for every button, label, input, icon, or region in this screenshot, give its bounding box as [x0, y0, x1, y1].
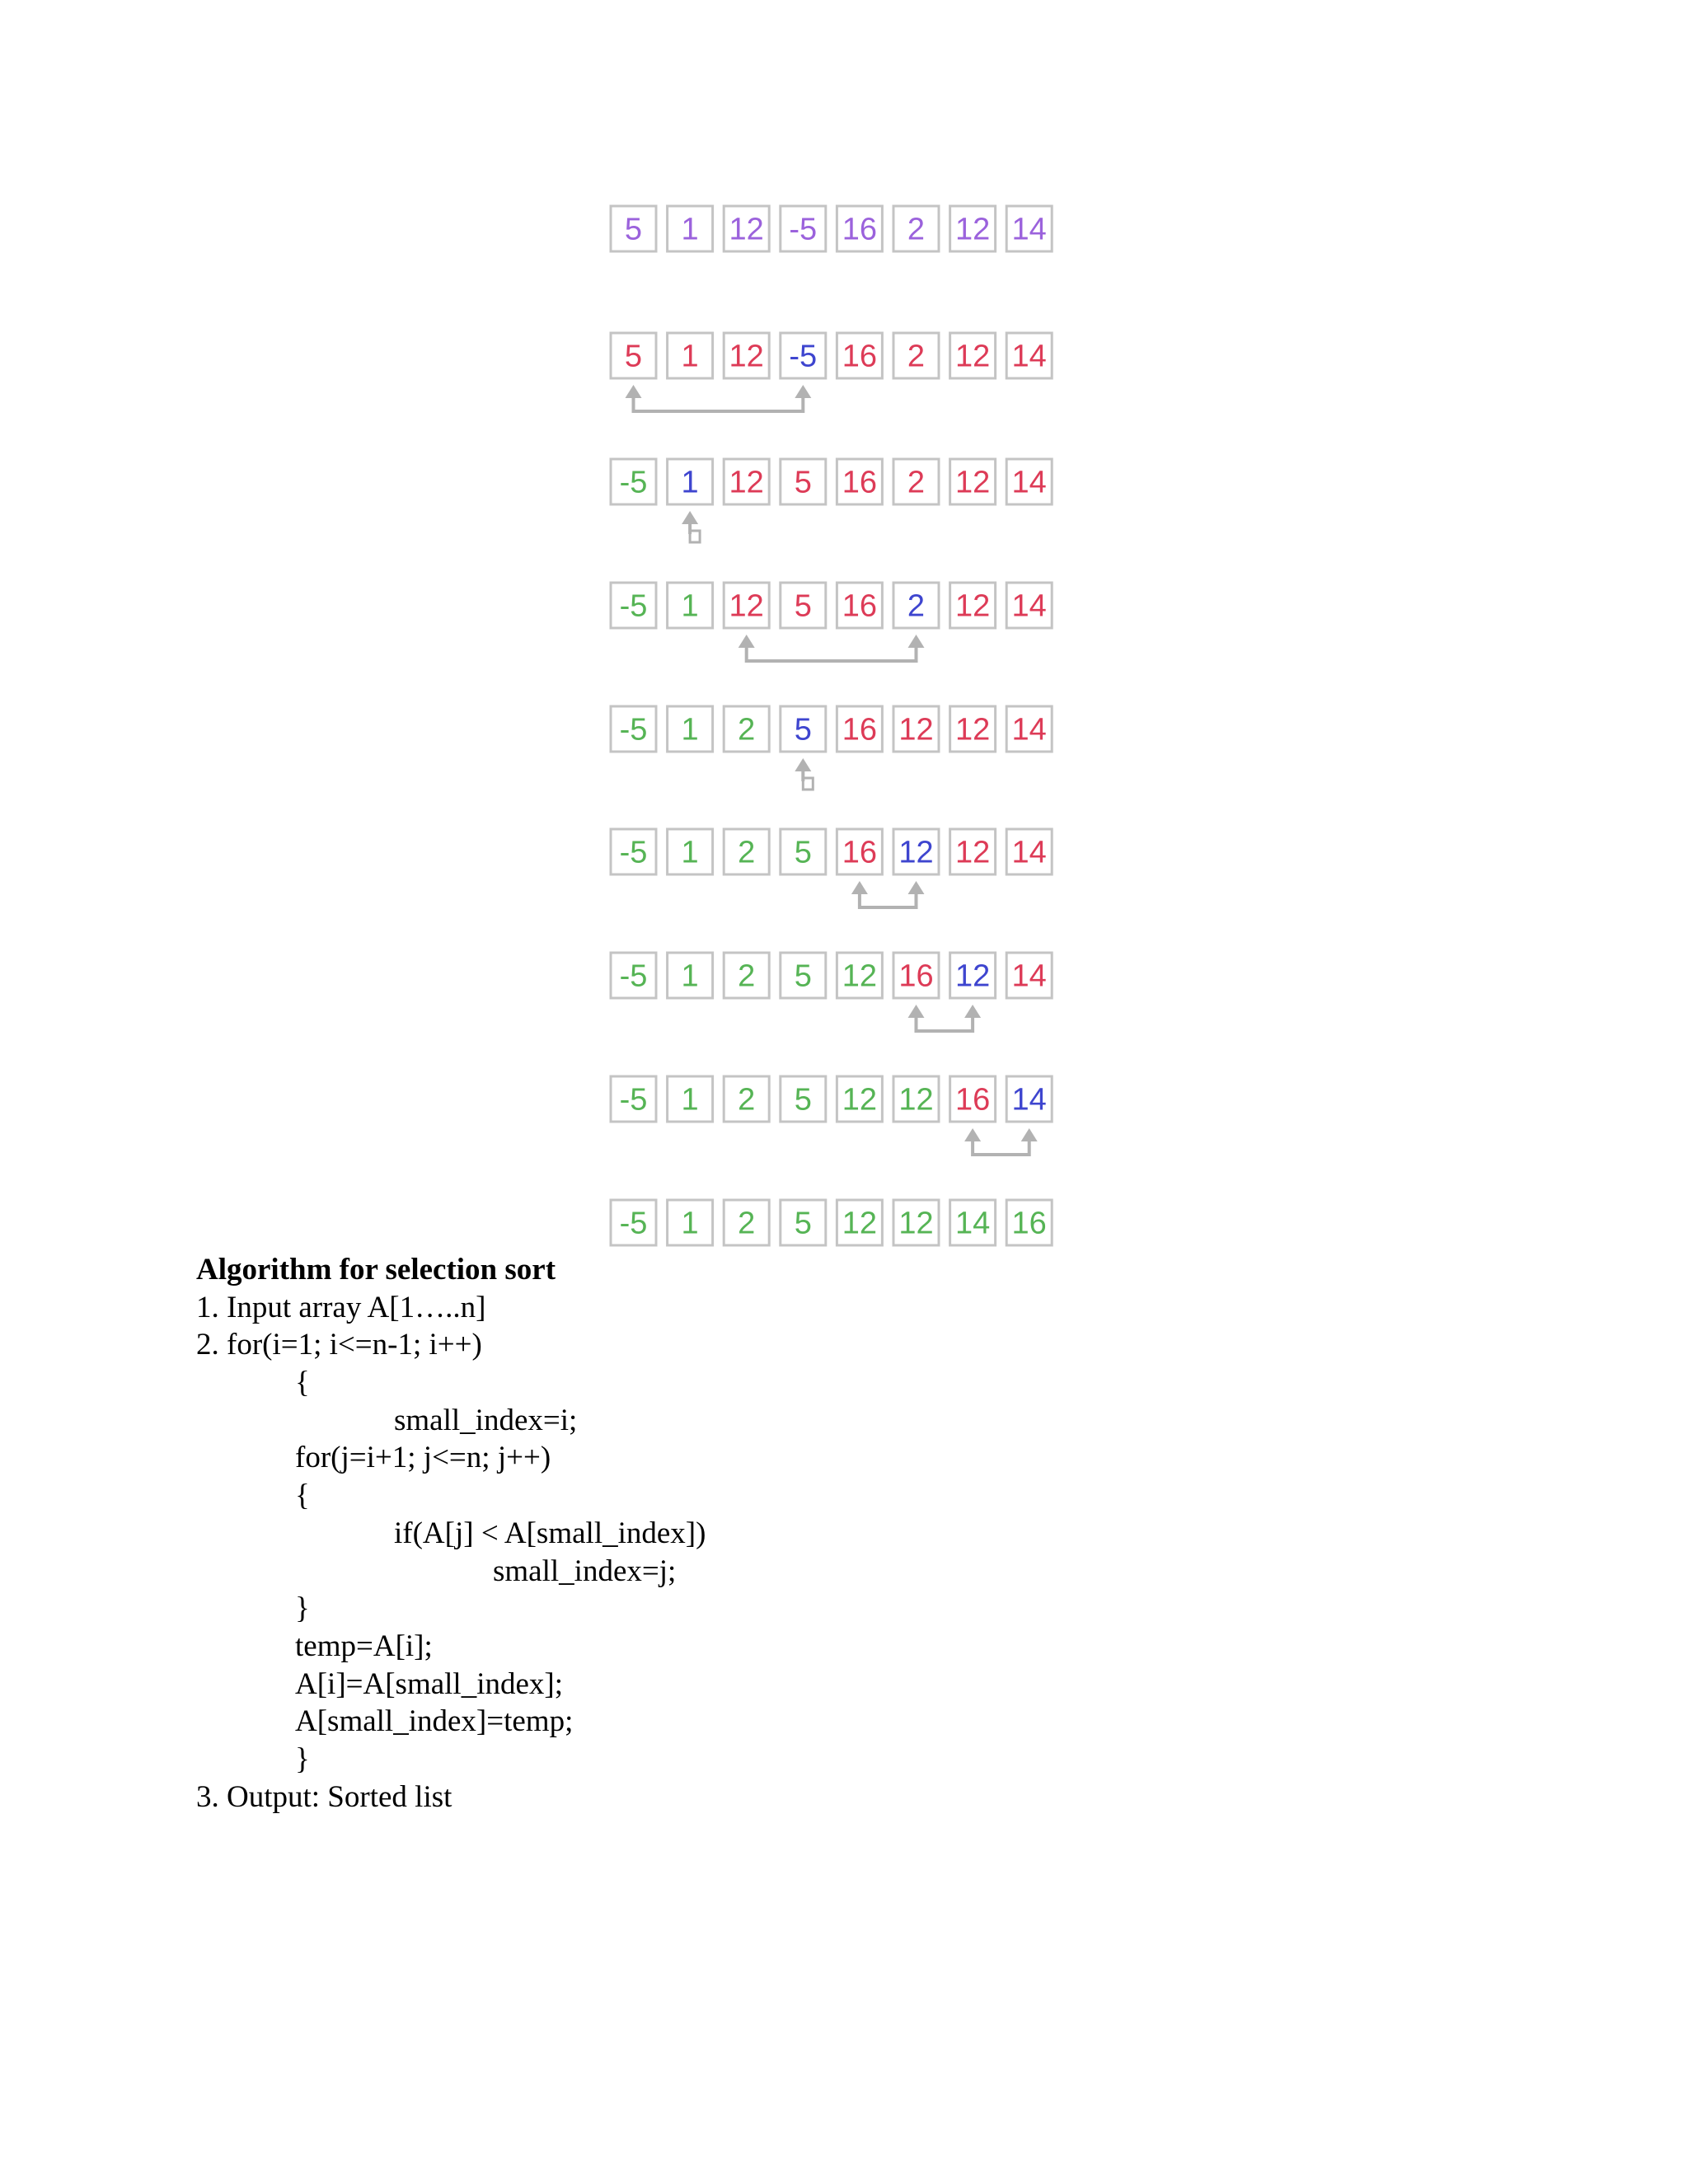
array-cell [724, 953, 769, 998]
array-cell [724, 1200, 769, 1245]
array-row [611, 583, 1052, 628]
cell-value: 5 [794, 1206, 812, 1241]
array-cell [837, 333, 882, 378]
cell-value: 14 [1011, 212, 1047, 247]
algorithm-line: 1. Input array A[1…..n] [196, 1290, 486, 1324]
cell-value: 2 [907, 588, 926, 624]
array-cell [781, 706, 826, 752]
cell-value: -5 [619, 1082, 648, 1118]
array-cell [611, 1076, 656, 1122]
array-row [611, 333, 1052, 378]
cell-value: 5 [794, 1082, 812, 1118]
cell-value: -5 [619, 712, 648, 748]
array-cell [837, 583, 882, 628]
cell-value: 2 [907, 465, 926, 500]
array-cell [781, 333, 826, 378]
cell-value: 16 [1011, 1206, 1047, 1241]
swap-arrow [795, 758, 813, 790]
algorithm-section [196, 1251, 706, 1816]
array-cell [893, 1200, 939, 1245]
array-cell [837, 706, 882, 752]
array-cell [1006, 1200, 1052, 1245]
array-cell [668, 829, 713, 874]
cell-value: 1 [681, 1206, 699, 1241]
algorithm-lines [196, 1289, 706, 1816]
cell-value: 16 [898, 958, 934, 994]
cell-value: 14 [1011, 339, 1047, 374]
cell-value: 2 [907, 212, 926, 247]
array-cell [837, 459, 882, 504]
array-cell [611, 583, 656, 628]
array-cell [1006, 459, 1052, 504]
arrow-head [964, 1005, 981, 1018]
cell-value: 12 [842, 1206, 878, 1241]
cell-value: 14 [1011, 1082, 1047, 1118]
array-cell [893, 459, 939, 504]
arrow-head [908, 881, 925, 894]
cell-value: 1 [681, 588, 699, 624]
cell-value: -5 [789, 212, 818, 247]
cell-value: -5 [619, 835, 648, 870]
algorithm-line: if(A[j] < A[small_index]) [394, 1516, 706, 1550]
array-cell [837, 1076, 882, 1122]
cell-value: 5 [794, 712, 812, 748]
array-cell [893, 1076, 939, 1122]
cell-value: 2 [738, 1206, 756, 1241]
algorithm-line: { [295, 1366, 310, 1400]
cell-value: -5 [789, 339, 818, 374]
cell-value: 1 [681, 1082, 699, 1118]
array-cell [893, 953, 939, 998]
swap-arrow [682, 511, 700, 542]
cell-value: 14 [1011, 588, 1047, 624]
array-cell [781, 829, 826, 874]
cell-value: 1 [681, 958, 699, 994]
cell-value: 14 [1011, 465, 1047, 500]
array-cell [893, 829, 939, 874]
array-cell [611, 459, 656, 504]
array-row [611, 706, 1052, 752]
array-cell [837, 1200, 882, 1245]
swap-arrow [964, 1128, 1038, 1155]
array-cell [781, 1076, 826, 1122]
cell-value: 12 [842, 958, 878, 994]
array-cell [837, 953, 882, 998]
array-cell [950, 459, 996, 504]
array-cell [1006, 953, 1052, 998]
arrow-head [682, 511, 698, 524]
algorithm-line: 3. Output: Sorted list [196, 1779, 452, 1814]
cell-value: 12 [954, 712, 991, 748]
cell-value: 5 [794, 835, 812, 870]
arrow-head [626, 385, 642, 398]
cell-value: 16 [842, 588, 878, 624]
cell-value: 16 [842, 465, 878, 500]
cell-value: 1 [681, 835, 699, 870]
array-cell [668, 1076, 713, 1122]
swap-arrow [851, 881, 925, 907]
array-cell [611, 333, 656, 378]
cell-value: 16 [842, 835, 878, 870]
arrow-head [851, 881, 868, 894]
array-cell [611, 953, 656, 998]
cell-value: 2 [907, 339, 926, 374]
array-cell [893, 333, 939, 378]
swap-arrow [908, 1005, 982, 1031]
array-cell [781, 459, 826, 504]
cell-value: 5 [624, 212, 643, 247]
cell-value: 12 [954, 835, 991, 870]
cell-value: 12 [729, 588, 764, 624]
algorithm-line: 2. for(i=1; i<=n-1; i++) [196, 1328, 482, 1362]
cell-value: 12 [898, 1206, 934, 1241]
cell-value: 1 [681, 212, 699, 247]
array-cell [668, 333, 713, 378]
cell-value: 12 [729, 212, 764, 247]
arrow-head [1021, 1128, 1038, 1141]
cell-value: 14 [1011, 958, 1047, 994]
algorithm-title: Algorithm for selection sort [196, 1253, 556, 1286]
algorithm-line: small_index=j; [493, 1554, 677, 1588]
array-cell [611, 1200, 656, 1245]
cell-value: 5 [794, 465, 812, 500]
array-cell [950, 206, 996, 251]
array-cell [950, 583, 996, 628]
cell-value: 12 [898, 835, 934, 870]
array-cell [950, 953, 996, 998]
array-cell [781, 1200, 826, 1245]
array-row [611, 829, 1052, 874]
array-cell [668, 706, 713, 752]
swap-arrow [738, 635, 925, 661]
cell-value: 12 [954, 958, 991, 994]
array-cell [893, 583, 939, 628]
cell-value: 12 [954, 465, 991, 500]
cell-value: 16 [842, 212, 878, 247]
array-cell [668, 206, 713, 251]
array-cell [781, 953, 826, 998]
cell-value: -5 [619, 588, 648, 624]
cell-value: 12 [954, 339, 991, 374]
arrow-head [795, 758, 811, 771]
cell-value: 14 [954, 1206, 991, 1241]
array-cell [1006, 829, 1052, 874]
cell-value: 1 [681, 339, 699, 374]
array-row [611, 953, 1052, 998]
cell-value: 2 [738, 712, 756, 748]
algorithm-line: { [295, 1479, 310, 1513]
array-row [611, 1200, 1052, 1245]
array-cell [611, 206, 656, 251]
array-cell [611, 706, 656, 752]
cell-value: 12 [898, 712, 934, 748]
array-cell [668, 583, 713, 628]
algorithm-line: temp=A[i]; [295, 1629, 433, 1663]
array-cell [893, 206, 939, 251]
swap-arrow [626, 385, 812, 411]
cell-value: 16 [842, 712, 878, 748]
array-cell [724, 206, 769, 251]
cell-value: -5 [619, 1206, 648, 1241]
arrow-head [738, 635, 755, 648]
array-cell [950, 829, 996, 874]
array-cell [1006, 1076, 1052, 1122]
arrow-head [908, 635, 925, 648]
cell-value: -5 [619, 465, 648, 500]
cell-value: 2 [738, 958, 756, 994]
algorithm-line: A[i]=A[small_index]; [295, 1666, 564, 1701]
cell-value: 12 [954, 212, 991, 247]
cell-value: -5 [619, 958, 648, 994]
cell-value: 1 [681, 712, 699, 748]
array-cell [1006, 206, 1052, 251]
cell-value: 16 [842, 339, 878, 374]
array-cell [893, 706, 939, 752]
array-cell [837, 829, 882, 874]
array-cell [724, 829, 769, 874]
cell-value: 12 [898, 1082, 934, 1118]
algorithm-line: A[small_index]=temp; [295, 1704, 574, 1739]
cell-value: 16 [954, 1082, 991, 1118]
algorithm-line: } [295, 1741, 310, 1776]
array-row [611, 1076, 1052, 1122]
array-cell [724, 583, 769, 628]
algorithm-line: } [295, 1591, 310, 1626]
algorithm-line: small_index=i; [394, 1403, 578, 1437]
array-cell [668, 459, 713, 504]
array-cell [781, 583, 826, 628]
array-cell [1006, 583, 1052, 628]
array-cell [668, 1200, 713, 1245]
cell-value: 5 [624, 339, 643, 374]
algorithm-line: for(j=i+1; j<=n; j++) [295, 1441, 551, 1475]
cell-value: 12 [842, 1082, 878, 1118]
cell-value: 5 [794, 588, 812, 624]
array-cell [950, 1200, 996, 1245]
array-row [611, 459, 1052, 504]
array-cell [611, 829, 656, 874]
array-row [611, 206, 1052, 251]
array-cell [950, 706, 996, 752]
cell-value: 14 [1011, 712, 1047, 748]
cell-value: 2 [738, 1082, 756, 1118]
array-cell [724, 706, 769, 752]
cell-value: 12 [729, 465, 764, 500]
array-cell [837, 206, 882, 251]
cell-value: 14 [1011, 835, 1047, 870]
cell-value: 5 [794, 958, 812, 994]
cell-value: 2 [738, 835, 756, 870]
array-cell [668, 953, 713, 998]
arrow-head [908, 1005, 925, 1018]
cell-value: 12 [729, 339, 764, 374]
array-cell [724, 1076, 769, 1122]
array-cell [950, 1076, 996, 1122]
cell-value: 12 [954, 588, 991, 624]
array-cell [1006, 333, 1052, 378]
array-cell [724, 459, 769, 504]
array-cell [781, 206, 826, 251]
arrow-head [964, 1128, 981, 1141]
array-cell [950, 333, 996, 378]
cell-value: 1 [681, 465, 699, 500]
arrow-head [795, 385, 811, 398]
array-cell [1006, 706, 1052, 752]
array-cell [724, 333, 769, 378]
